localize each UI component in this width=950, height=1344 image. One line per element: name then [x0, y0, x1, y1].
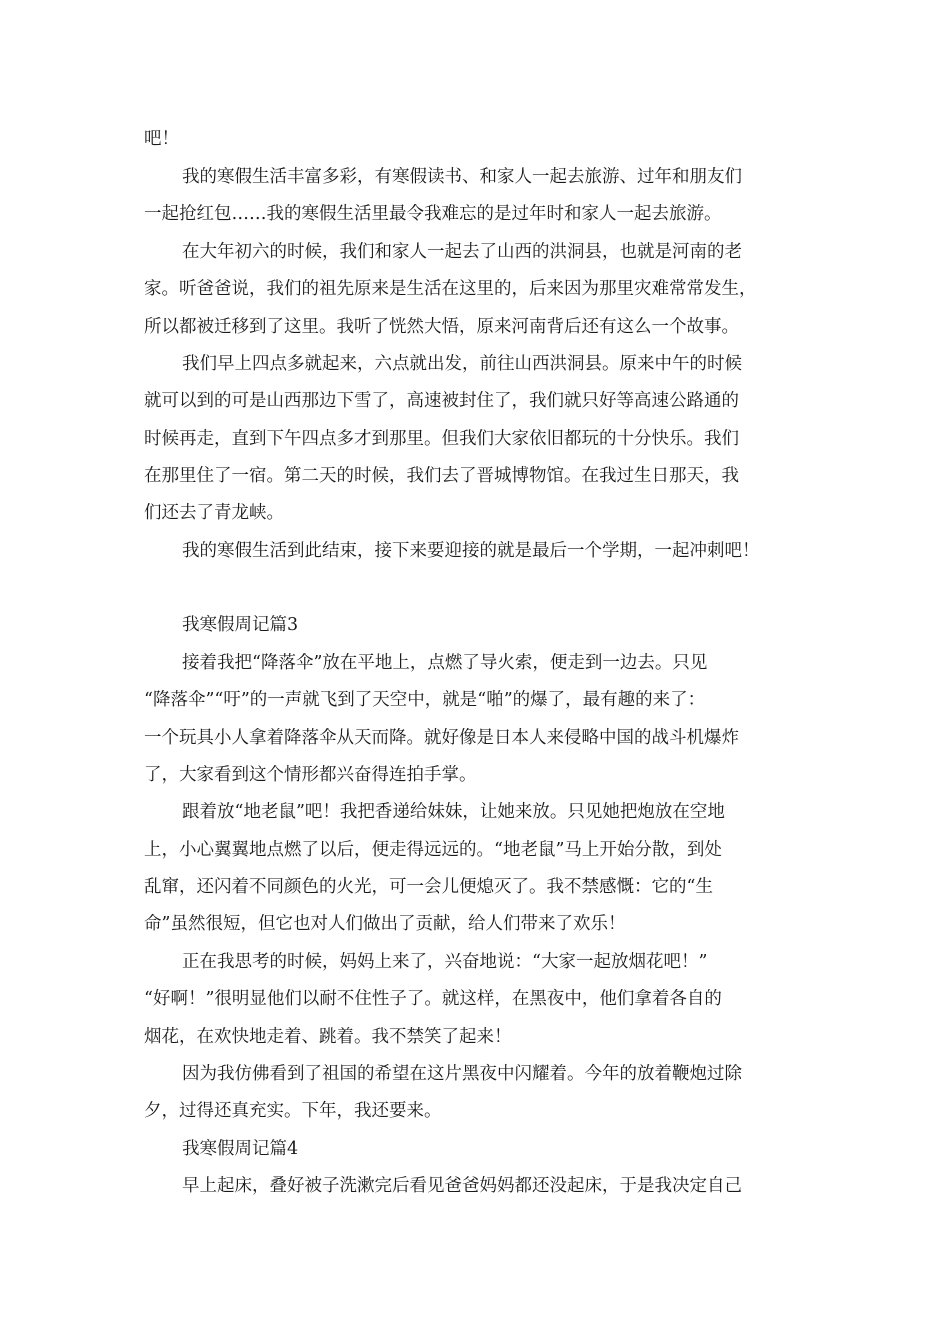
text-line: 一起抢红包……我的寒假生活里最令我难忘的是过年时和家人一起去旅游。	[144, 204, 722, 224]
paragraph-line: 我们早上四点多就起来，六点就出发，前往山西洪洞县。原来中午的时候	[182, 354, 742, 374]
text-line: 吧！	[144, 129, 179, 149]
text-line: 们还去了青龙峡。	[144, 503, 284, 523]
text-line: 家。听爸爸说，我们的祖先原来是生活在这里的，后来因为那里灾难常常发生，	[144, 279, 757, 299]
text-line: 就可以到的可是山西那边下雪了，高速被封住了，我们就只好等高速公路通的	[144, 391, 739, 411]
text-line: 烟花，在欢快地走着、跳着。我不禁笑了起来！	[144, 1027, 512, 1047]
text-line: 在那里住了一宿。第二天的时候，我们去了晋城博物馆。在我过生日那天，我	[144, 466, 739, 486]
paragraph-line: 早上起床，叠好被子洗漱完后看见爸爸妈妈都还没起床，于是我决定自己	[182, 1176, 742, 1196]
section-heading: 我寒假周记篇3	[182, 615, 299, 635]
paragraph-line: 因为我仿佛看到了祖国的希望在这片黑夜中闪耀着。今年的放着鞭炮过除	[182, 1064, 742, 1084]
paragraph-line: 跟着放“地老鼠”吧！我把香递给妹妹，让她来放。只见她把炮放在空地	[182, 802, 725, 822]
paragraph-line: 接着我把“降落伞”放在平地上，点燃了导火索，便走到一边去。只见	[182, 653, 708, 673]
text-line: 上，小心翼翼地点燃了以后，便走得远远的。“地老鼠”马上开始分散，到处	[144, 840, 722, 860]
paragraph-line: 我的寒假生活丰富多彩，有寒假读书、和家人一起去旅游、过年和朋友们	[182, 167, 742, 187]
text-line: 所以都被迁移到了这里。我听了恍然大悟，原来河南背后还有这么一个故事。	[144, 317, 739, 337]
paragraph-line: 正在我思考的时候，妈妈上来了，兴奋地说：“大家一起放烟花吧！”	[182, 952, 708, 972]
text-line: 命”虽然很短，但它也对人们做出了贡献，给人们带来了欢乐！	[144, 914, 626, 934]
text-line: 乱窜，还闪着不同颜色的火光，可一会儿便熄灭了。我不禁感慨：它的“生	[144, 877, 713, 897]
text-line: 了，大家看到这个情形都兴奋得连拍手掌。	[144, 765, 477, 785]
section-heading: 我寒假周记篇4	[182, 1139, 299, 1159]
text-line: 夕，过得还真充实。下年，我还要来。	[144, 1101, 442, 1121]
paragraph-line: 我的寒假生活到此结束，接下来要迎接的就是最后一个学期，一起冲刺吧！	[182, 541, 760, 561]
text-line: “好啊！”很明显他们以耐不住性子了。就这样，在黑夜中，他们拿着各自的	[144, 989, 722, 1009]
text-line: 一个玩具小人拿着降落伞从天而降。就好像是日本人来侵略中国的战斗机爆炸	[144, 728, 739, 748]
text-line: 时候再走，直到下午四点多才到那里。但我们大家依旧都玩的十分快乐。我们	[144, 429, 739, 449]
paragraph-line: 在大年初六的时候，我们和家人一起去了山西的洪洞县，也就是河南的老	[182, 242, 742, 262]
text-line: “降落伞”“吁”的一声就飞到了天空中，就是“啪”的爆了，最有趣的来了：	[144, 690, 706, 710]
